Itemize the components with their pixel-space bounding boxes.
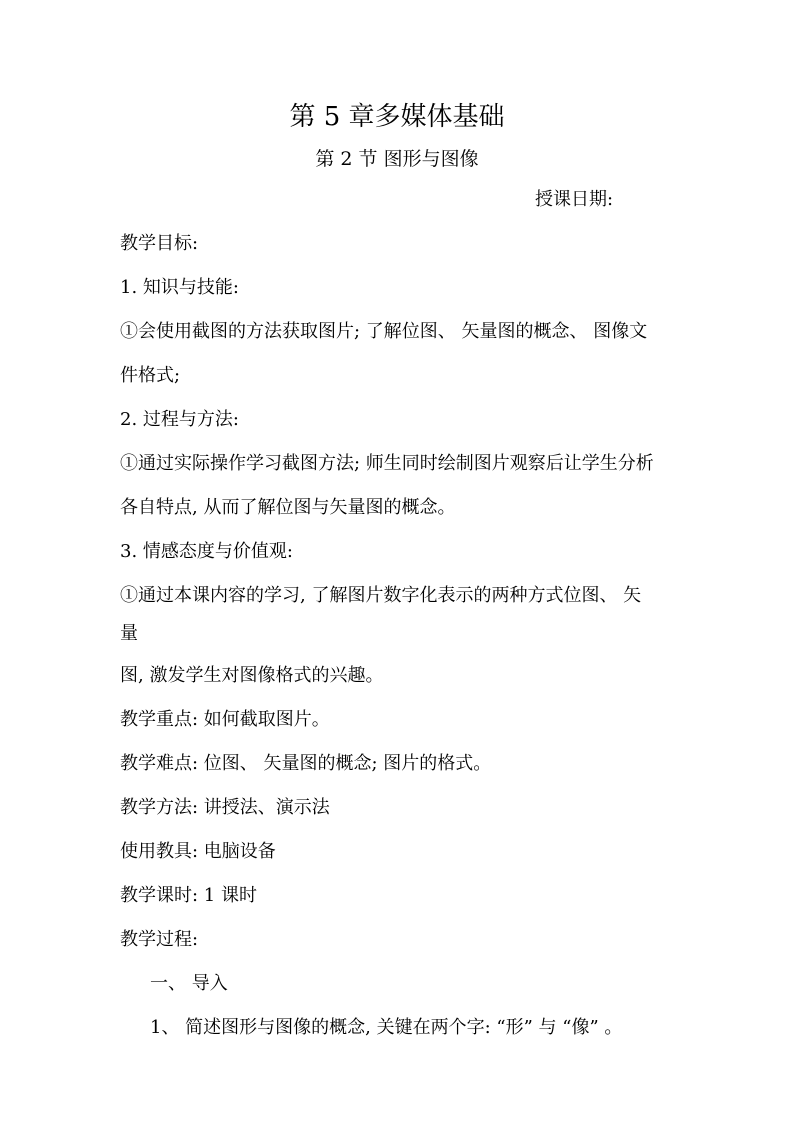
intro-item-1: 1、 简述图形与图像的概念, 关键在两个字: “形” 与 “像” 。 <box>150 1017 623 1038</box>
teaching-method: 教学方法: 讲授法、演示法 <box>120 797 330 818</box>
class-hours: 教学课时: 1 课时 <box>120 885 257 906</box>
section-title: 第 2 节 图形与图像 <box>315 148 479 170</box>
process-methods-heading: 2. 过程与方法: <box>120 409 239 430</box>
emotion-values-text-1: ①通过本课内容的学习, 了解图片数字化表示的两种方式位图、 矢 <box>120 585 642 606</box>
knowledge-skills-heading: 1. 知识与技能: <box>120 277 239 298</box>
teaching-process-heading: 教学过程: <box>120 929 199 950</box>
process-methods-text-1: ①通过实际操作学习截图方法; 师生同时绘制图片观察后让学生分析 <box>120 453 654 474</box>
emotion-values-heading: 3. 情感态度与价值观: <box>120 541 293 562</box>
difficult-point: 教学难点: 位图、 矢量图的概念; 图片的格式。 <box>120 753 492 774</box>
key-point: 教学重点: 如何截取图片。 <box>120 709 330 730</box>
date-label: 授课日期: <box>535 189 614 210</box>
process-methods-text-2: 各自特点, 从而了解位图与矢量图的概念。 <box>120 497 456 518</box>
emotion-values-text-2: 量 <box>120 623 138 644</box>
teaching-tools: 使用教具: 电脑设备 <box>120 841 276 862</box>
teaching-goals-heading: 教学目标: <box>120 233 199 254</box>
emotion-values-text-3: 图, 激发学生对图像格式的兴趣。 <box>120 665 384 686</box>
knowledge-skills-text-1: ①会使用截图的方法获取图片; 了解位图、 矢量图的概念、 图像文 <box>120 321 648 342</box>
intro-heading: 一、 导入 <box>150 973 228 994</box>
chapter-title: 第 5 章多媒体基础 <box>289 102 505 132</box>
knowledge-skills-text-2: 件格式; <box>120 365 181 386</box>
